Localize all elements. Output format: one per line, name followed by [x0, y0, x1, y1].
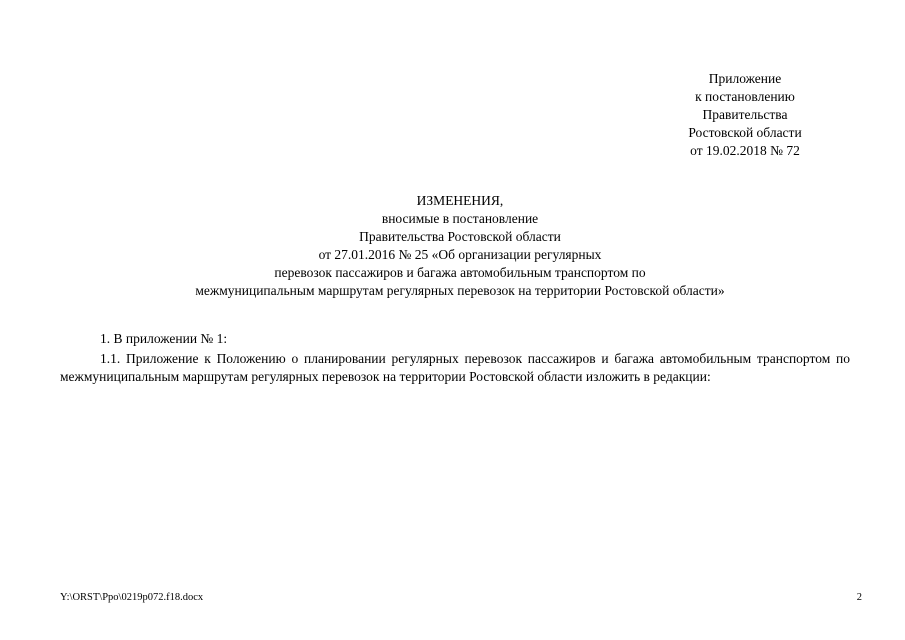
- page-number: 2: [856, 592, 862, 603]
- footer-file-path: Y:\ORST\Ppo\0219p072.f18.docx: [60, 592, 204, 603]
- appendix-line-2: к постановлению: [695, 89, 795, 104]
- title-line-4: от 27.01.2016 № 25 «Об организации регулярных: [318, 247, 602, 262]
- title-line-5: перевозок пассажиров и багажа автомобильным транспортом по: [274, 265, 646, 280]
- paragraph-1-1: 1.1. Приложение к Положению о планировании регулярных перевозок пассажиров и багажа автомобильным транспортом по межмуниципальным маршрутам регулярных перевозок на территории Ростовской области изложить в редакции:: [60, 351, 850, 384]
- title-line-3: Правительства Ростовской области: [359, 229, 561, 244]
- appendix-header: [665, 70, 825, 160]
- paragraph-1: 1. В приложении № 1:: [100, 331, 228, 346]
- document-body: [60, 330, 850, 386]
- title-line-1: ИЗМЕНЕНИЯ,: [416, 193, 504, 208]
- appendix-line-1: Приложение: [708, 71, 782, 86]
- appendix-line-3: Правительства: [702, 107, 788, 122]
- appendix-line-4: Ростовской области: [688, 125, 802, 140]
- document-title: [110, 192, 810, 300]
- title-line-2: вносимые в постановление: [381, 211, 539, 226]
- appendix-line-5: от 19.02.2018 № 72: [690, 143, 800, 158]
- title-line-6: межмуниципальным маршрутам регулярных перевозок на территории Ростовской области»: [195, 283, 725, 298]
